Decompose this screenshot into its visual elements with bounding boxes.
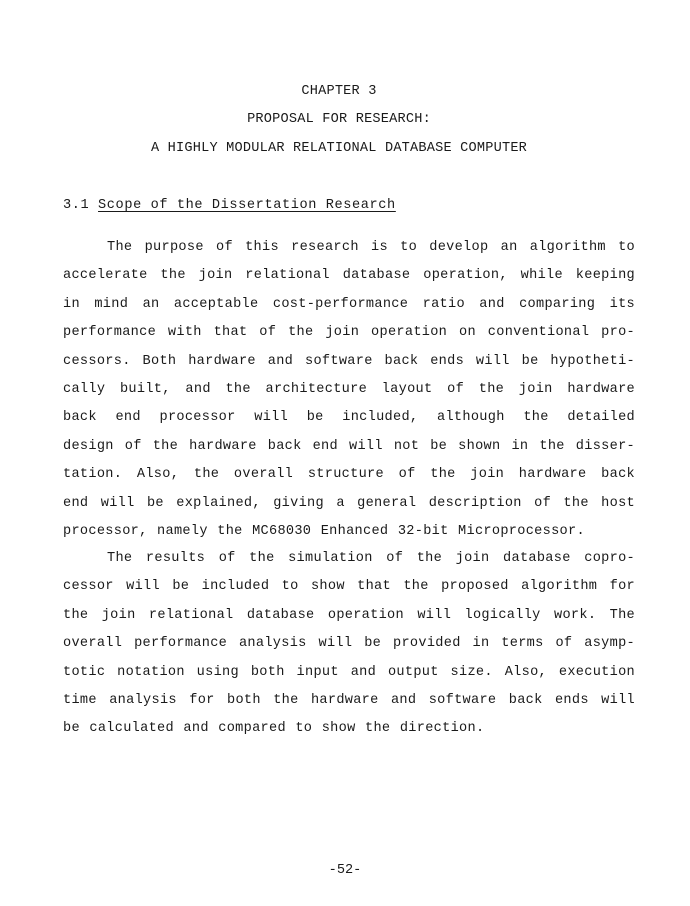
paragraph-line: overall performance analysis will be provided in terms of asymp-: [63, 636, 635, 652]
paragraph-line: The results of the simulation of the join database copro-: [107, 551, 635, 566]
paragraph-line: design of the hardware back end will not be shown in the disser-: [63, 438, 635, 454]
paragraph-line: end will be explained, giving a general description of the host: [63, 495, 635, 511]
paragraph-line: be calculated and compared to show the direction.: [63, 721, 485, 737]
paragraph-line: the join relational database operation will logically work. The: [63, 607, 635, 623]
paragraph-line: in mind an acceptable cost-performance ratio and comparing its: [63, 296, 635, 312]
paragraph-line: cally built, and the architecture layout of the join hardware: [63, 381, 635, 397]
paragraph-scope: [63, 234, 635, 546]
section-heading: [63, 198, 396, 213]
paragraph-line: cessors. Both hardware and software back ends will be hypotheti-: [63, 353, 635, 369]
paragraph-results: [63, 545, 635, 744]
paragraph-line: tation. Also, the overall structure of the join hardware back: [63, 467, 635, 483]
chapter-title: A HIGHLY MODULAR RELATIONAL DATABASE COMPUTER: [150, 141, 528, 156]
paragraph-line: accelerate the join relational database operation, while keeping: [63, 268, 635, 284]
paragraph-line: totic notation using both input and output size. Also, execution: [63, 664, 635, 680]
paragraph-line: The purpose of this research is to develop an algorithm to: [107, 240, 635, 255]
section-number: 3.1: [63, 198, 90, 213]
page-number: -52-: [328, 863, 362, 878]
paragraph-line: back end processor will be included, although the detailed: [63, 410, 635, 426]
chapter-subtitle: PROPOSAL FOR RESEARCH:: [247, 112, 431, 127]
section-title: Scope of the Dissertation Research: [98, 198, 396, 213]
chapter-label: CHAPTER 3: [301, 84, 377, 99]
paragraph-line: cessor will be included to show that the proposed algorithm for: [63, 579, 635, 595]
paragraph-line: processor, namely the MC68030 Enhanced 32-bit Microprocessor.: [63, 523, 585, 539]
paragraph-line: time analysis for both the hardware and software back ends will: [63, 692, 635, 708]
paragraph-line: performance with that of the join operation on conventional pro-: [63, 325, 635, 341]
